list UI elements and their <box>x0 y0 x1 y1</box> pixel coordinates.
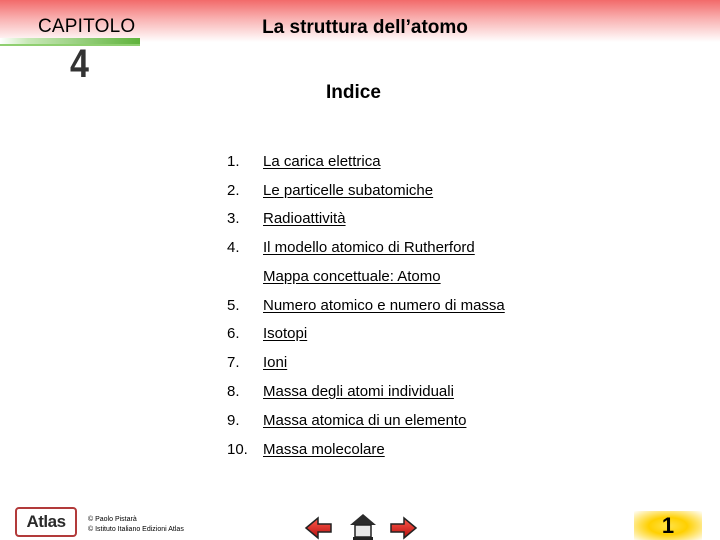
toc-item-number: 1. <box>227 153 240 170</box>
page-number-badge <box>634 511 702 540</box>
copyright-publisher: © Istituto Italiano Edizioni Atlas <box>88 526 184 533</box>
toc-link[interactable]: Ioni <box>263 354 288 371</box>
next-page-button[interactable] <box>388 515 418 540</box>
copyright-author: © Paolo Pistarà <box>88 516 137 523</box>
toc-link-concept-map[interactable]: Mappa concettuale: Atomo <box>263 268 441 285</box>
home-icon <box>348 512 378 540</box>
toc-item-number: 2. <box>227 182 240 199</box>
index-heading: Indice <box>326 82 381 103</box>
previous-page-button[interactable] <box>304 515 334 540</box>
toc-link[interactable]: La carica elettrica <box>263 153 381 170</box>
toc-item-number: 8. <box>227 383 240 400</box>
page-title: La struttura dell’atomo <box>262 17 468 38</box>
toc-link[interactable]: Massa degli atomi individuali <box>263 383 454 400</box>
arrow-right-icon <box>388 515 418 540</box>
toc-item-number: 5. <box>227 297 240 314</box>
copyright-notice <box>88 515 184 535</box>
toc-link[interactable]: Le particelle subatomiche <box>263 182 434 199</box>
toc-item-number: 3. <box>227 210 240 227</box>
toc-link[interactable]: Massa molecolare <box>263 441 385 458</box>
toc-item-number: 6. <box>227 325 240 342</box>
page-number: 1 <box>661 513 675 538</box>
toc-item-number: 7. <box>227 354 240 371</box>
toc-link[interactable]: Numero atomico e numero di massa <box>263 297 505 314</box>
toc-link[interactable]: Radioattività <box>263 210 346 227</box>
toc-link[interactable]: Massa atomica di un elemento <box>263 412 467 429</box>
home-button[interactable] <box>348 512 378 540</box>
toc-link[interactable]: Il modello atomico di Rutherford <box>263 239 475 256</box>
toc-item-number: 10. <box>227 441 248 458</box>
chapter-label: CAPITOLO <box>38 16 136 37</box>
arrow-left-icon <box>304 515 334 540</box>
toc-item-number: 4. <box>227 239 240 256</box>
toc-link[interactable]: Isotopi <box>263 325 308 342</box>
toc-item-number: 9. <box>227 412 240 429</box>
chapter-number: 4 <box>70 42 89 86</box>
atlas-logo-text: Atlas <box>26 512 66 531</box>
atlas-logo <box>15 507 77 537</box>
